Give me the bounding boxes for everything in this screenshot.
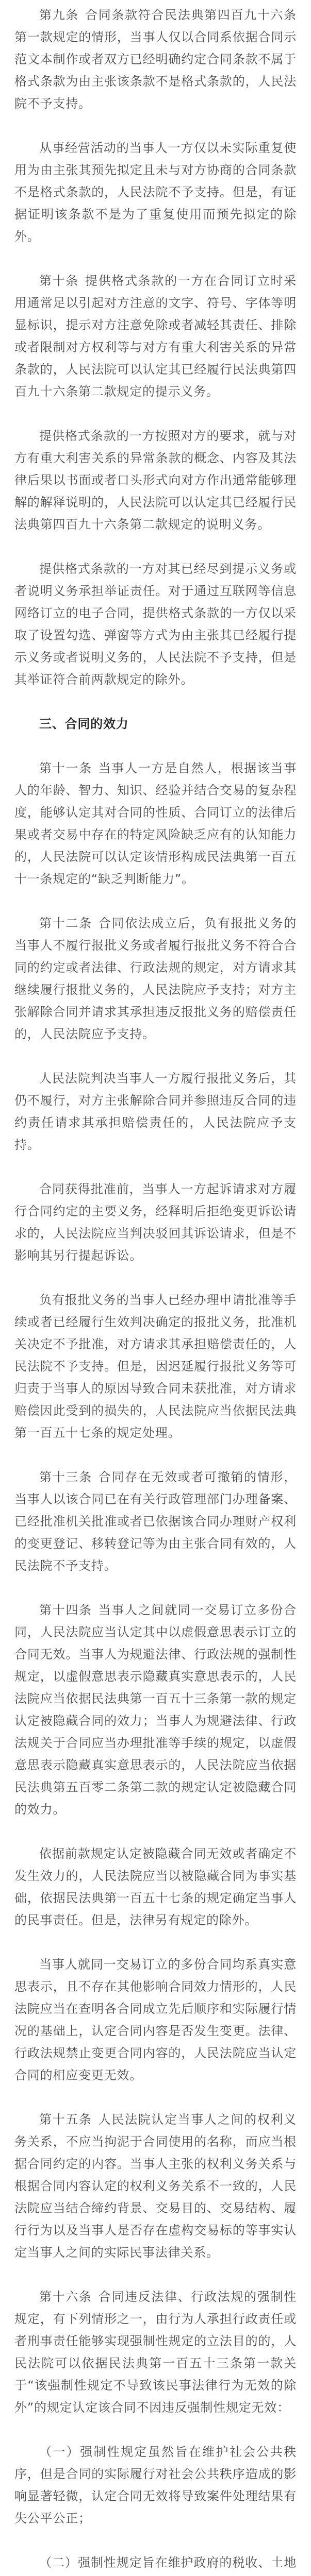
article-paragraph — [14, 2109, 297, 2264]
section-heading: 三、合同的效力 — [39, 717, 129, 731]
article-label: 第十五条 — [39, 2112, 92, 2127]
article-13 — [14, 1466, 297, 1577]
paragraph-text: 合同依法成立后，负有报批义务的当事人不履行报批义务或者履行报批义务不符合合同的约定或者法律、行政法规的规定，对方请求其继续履行报批义务的，人民法院应予支持；对方主张解除合同并请求其承担违反报批义务的赔偿责任的，人民法院应予支持。 — [14, 916, 297, 1041]
article-label: 第十一条 — [39, 761, 92, 775]
article-paragraph: 人民法院判决当事人一方履行报批义务后，其仍不履行，对方主张解除合同并参照违反合同的违约责任请求其承担赔偿责任的，人民法院应予支持。 — [14, 1071, 297, 1152]
article-label: 第十六条 — [39, 2290, 92, 2304]
paragraph-text: 当事人一方是自然人，根据该当事人的年龄、智力、知识、经验并结合交易的复杂程度，能够认定其对合同的性质、合同订立的法律后果或者交易中存在的特定风险缺乏应有的认知能力的，人民法院可以认定该情形构成民法典第一百五十一条规定的“缺乏判断能力”。 — [14, 761, 297, 886]
list-item: （一）强制性规定虽然旨在维护社会公共秩序，但是合同的实际履行对社会公共秩序造成的影响显著轻微，认定合同无效将导致案件处理结果有失公平公正； — [14, 2445, 297, 2526]
paragraph-text: 合同违反法律、行政法规的强制性规定，有下列情形之一，由行为人承担行政责任或者刑事责任能够实现强制性规定的立法目的的，人民法院可以依据民法典第一百五十三条第一款关于“该强制性规定不导致该民事法律行为无效的除外”的规定认定该合同不因违反强制性规定无效： — [14, 2290, 297, 2415]
article-paragraph: 从事经营活动的当事人一方仅以未实际重复使用为由主张其预先拟定且未与对方协商的合同条款不是格式条款的，人民法院不予支持。但是，有证据证明该条款不是为了重复使用而预先拟定的除外。 — [14, 141, 297, 244]
article-label: 第十条 — [39, 274, 79, 288]
article-10 — [14, 270, 297, 691]
article-paragraph — [14, 4, 297, 115]
paragraph-text: 人民法院认定当事人之间的权利义务关系，不应当拘泥于合同使用的名称，而应当根据合同约定的内容。当事人主张的权利义务关系与根据合同内容认定的权利义务关系不一致的，人民法院应当结合缔约背景、交易目的、交易结构、履行行为以及当事人是否存在虚构交易标的等事实认定当事人之间的实际民事法律关系。 — [14, 2112, 297, 2260]
article-11 — [14, 757, 297, 890]
paragraph-text: 合同存在无效或者可撤销的情形，当事人以该合同已在有关行政管理部门办理备案、已经批准机关批准或者已依据该合同办理财产权利的变更登记、移转登记等为由主张合同有效的，人民法院不予支持。 — [14, 1470, 297, 1573]
list-item: （二）强制性规定旨在维护政府的税收、土地 — [39, 2555, 297, 2570]
article-paragraph — [14, 270, 297, 403]
article-paragraph: 提供格式条款的一方对其已经尽到提示义务或者说明义务承担举证责任。对于通过互联网等信息网络订立的电子合同，提供格式条款的一方仅以采取了设置勾选、弹窗等方式为由主张其已经履行提示义务或者说明义务的，人民法院不予支持，但是其举证符合前两款规定的除外。 — [14, 562, 297, 687]
article-paragraph — [14, 757, 297, 890]
article-16 — [14, 2286, 297, 2576]
article-paragraph — [14, 1466, 297, 1577]
article-paragraph — [14, 1599, 297, 1821]
article-paragraph: 负有报批义务的当事人已经办理申请批准等手续或者已经履行生效判决确定的报批义务，批准机关决定不予批准，对方请求其承担赔偿责任的，人民法院不予支持。但是，因迟延履行报批义务等可归责于当事人的原因导致合同未获批准，对方请求赔偿因此受到的损失的，人民法院应当依据民法典第一百五十七条的规定处理。 — [14, 1293, 297, 1440]
paragraph-text: 当事人之间就同一交易订立多份合同，人民法院应当认定其中以虚假意思表示订立的合同无效。当事人为规避法律、行政法规的强制性规定，以虚假意思表示隐藏真实意思表示的，人民法院应当依据民法典第一百五十三条第一款的规定认定被隐藏合同的效力；当事人为规避法律、行政法规关于合同应当办理批准等手续的规定，以虚假意思表示隐藏真实意思表示的，人民法院应当依据民法典第五百零二条第二款的规定认定被隐藏合同的效力。 — [14, 1603, 297, 1817]
article-label: 第九条 — [39, 8, 79, 22]
article-paragraph: 提供格式条款的一方按照对方的要求，就与对方有重大利害关系的异常条款的概念、内容及其法律后果以书面或者口头形式向对方作出通常能够理解的解释说明的，人民法院可以认定其已经履行民法典第四百九十六条第二款规定的说明义务。 — [14, 429, 297, 532]
article-9 — [14, 4, 297, 248]
article-14 — [14, 1599, 297, 2087]
article-paragraph — [14, 2286, 297, 2419]
article-paragraph: 依据前款规定认定被隐藏合同无效或者确定不发生效力的，人民法院应当以被隐藏合同为事实基础，依据民法典第一百五十七条的规定确定当事人的民事责任。但是，法律另有规定的除外。 — [14, 1846, 297, 1927]
article-12 — [14, 912, 297, 1444]
paragraph-text: 合同条款符合民法典第四百九十六条第一款规定的情形，当事人仅以合同系依据合同示范文本制作或者双方已经明确约定合同条款不属于格式条款为由主张该条款不是格式条款的，人民法院不予支持。 — [14, 8, 297, 111]
article-15 — [14, 2109, 297, 2264]
article-paragraph: 当事人就同一交易订立的多份合同均系真实意思表示，且不存在其他影响合同效力情形的，人民法院应当在查明各合同成立先后顺序和实际履行情况的基础上，认定合同内容是否发生变更。法律、行政法规禁止变更合同内容的，人民法院应当认定合同的相应变更无效。 — [14, 1957, 297, 2082]
paragraph-text: 提供格式条款的一方在合同订立时采用通常足以引起对方注意的文字、符号、字体等明显标识，提示对方注意免除或者减轻其责任、排除或者限制对方权利等与对方有重大利害关系的异常条款的，人民法院可以认定其已经履行民法典第四百九十六条第二款规定的提示义务。 — [14, 274, 297, 399]
article-label: 第十四条 — [39, 1603, 92, 1617]
article-label: 第十三条 — [39, 1470, 92, 1484]
article-label: 第十二条 — [39, 916, 92, 930]
article-paragraph — [14, 912, 297, 1045]
article-paragraph: 合同获得批准前，当事人一方起诉请求对方履行合同约定的主要义务，经释明后拒绝变更诉讼请求的，人民法院应当判决驳回其诉讼请求，但是不影响其另行提起诉讼。 — [14, 1182, 297, 1263]
